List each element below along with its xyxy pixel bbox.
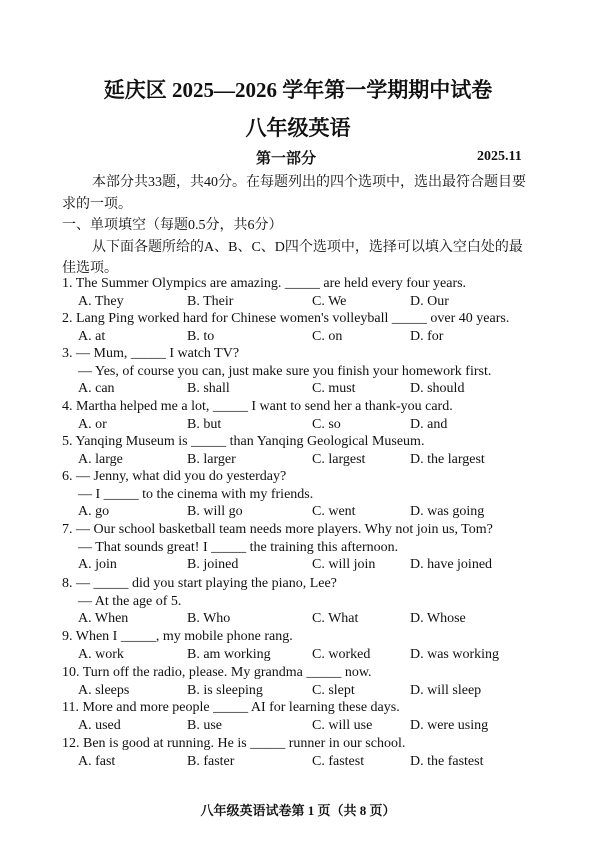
- question-5-options: [78, 452, 558, 470]
- question-3-line-2: — Yes, of course you can, just make sure you finish your homework first.: [78, 363, 492, 379]
- option-c[interactable]: C. largest: [312, 451, 366, 467]
- option-a[interactable]: A. work: [78, 646, 124, 662]
- question-10-options: [78, 683, 558, 701]
- option-d[interactable]: D. the fastest: [410, 753, 484, 769]
- option-b[interactable]: B. is sleeping: [187, 682, 263, 698]
- option-d[interactable]: D. were using: [410, 717, 489, 733]
- option-d[interactable]: D. Whose: [410, 611, 466, 626]
- question-3-line-1: 3. — Mum, _____ I watch TV?: [62, 346, 240, 361]
- option-b[interactable]: B. to: [187, 328, 215, 344]
- question-7-line-2: — That sounds great! I _____ the training this afternoon.: [78, 539, 399, 555]
- question-1-options: [78, 294, 558, 312]
- question-8-line-1: 8. — _____ did you start playing the piano, Lee?: [62, 576, 337, 591]
- option-c[interactable]: C. went: [312, 504, 356, 519]
- page-footer: 八年级英语试卷第 1 页（共 8 页）: [200, 803, 396, 818]
- option-a[interactable]: A. They: [78, 293, 124, 309]
- option-c[interactable]: C. will join: [312, 557, 376, 572]
- question-12-options: [78, 754, 558, 772]
- question-4-line-1: 4. Martha helped me a lot, _____ I want to send her a thank-you card.: [62, 399, 453, 414]
- option-d[interactable]: D. was working: [410, 646, 500, 662]
- question-5-line-1: 5. Yanqing Museum is _____ than Yanqing Geological Museum.: [62, 434, 425, 449]
- option-b[interactable]: B. Their: [187, 293, 234, 309]
- question-11-line-1: 11. More and more people _____ AI for learning these days.: [62, 700, 400, 715]
- question-10-line-1: 10. Turn off the radio, please. My grandma _____ now.: [62, 665, 372, 680]
- option-d[interactable]: D. and: [410, 416, 448, 432]
- exam-title: 延庆区 2025—2026 学年第一学期期中试卷: [103, 78, 493, 102]
- question-1-line-1: 1. The Summer Olympics are amazing. _____ are held every four years.: [62, 276, 467, 291]
- question-4-options: [78, 417, 558, 435]
- exam-subtitle: 八年级英语: [245, 116, 351, 140]
- option-b[interactable]: B. joined: [187, 557, 239, 572]
- option-a[interactable]: A. large: [78, 451, 123, 467]
- question-7-line-1: 7. — Our school basketball team needs more players. Why not join us, Tom?: [62, 522, 493, 537]
- option-a[interactable]: A. at: [78, 328, 106, 344]
- option-d[interactable]: D. for: [410, 328, 444, 344]
- option-b[interactable]: B. Who: [187, 611, 231, 626]
- intro-line-1: 本部分共33题，共40分。在每题列出的四个选项中，选出最符合题目要: [92, 175, 526, 190]
- option-a[interactable]: A. used: [78, 717, 121, 733]
- option-c[interactable]: C. We: [312, 293, 347, 309]
- option-a[interactable]: A. or: [78, 416, 107, 432]
- question-7-options: [78, 557, 558, 575]
- option-a[interactable]: A. sleeps: [78, 682, 130, 698]
- part-heading: 第一部分: [256, 151, 317, 167]
- option-b[interactable]: B. am working: [187, 646, 271, 662]
- option-a[interactable]: A. can: [78, 381, 115, 396]
- section-heading: 一、单项填空（每题0.5分，共6分）: [62, 218, 283, 233]
- option-c[interactable]: C. on: [312, 328, 343, 344]
- option-d[interactable]: D. will sleep: [410, 682, 482, 698]
- question-3-options: [78, 381, 558, 399]
- question-2-line-1: 2. Lang Ping worked hard for Chinese women's volleyball _____ over 40 years.: [62, 311, 510, 326]
- instruction-line-1: 从下面各题所给的A、B、C、D四个选项中，选择可以填入空白处的最: [92, 240, 523, 255]
- option-c[interactable]: C. will use: [312, 717, 373, 733]
- option-d[interactable]: D. should: [410, 381, 465, 396]
- question-11-options: [78, 718, 558, 736]
- option-b[interactable]: B. use: [187, 717, 222, 733]
- question-9-options: [78, 647, 558, 665]
- question-8-options: [78, 611, 558, 629]
- option-b[interactable]: B. shall: [187, 381, 230, 396]
- exam-date: 2025.11: [477, 149, 522, 164]
- option-b[interactable]: B. larger: [187, 451, 236, 467]
- question-8-line-2: — At the age of 5.: [78, 593, 182, 609]
- option-c[interactable]: C. must: [312, 381, 356, 396]
- option-c[interactable]: C. slept: [312, 682, 355, 698]
- option-a[interactable]: A. go: [78, 504, 110, 519]
- intro-line-2: 求的一项。: [62, 197, 132, 212]
- option-d[interactable]: D. Our: [410, 293, 449, 309]
- option-a[interactable]: A. join: [78, 557, 117, 572]
- option-a[interactable]: A. fast: [78, 753, 116, 769]
- question-6-line-1: 6. — Jenny, what did you do yesterday?: [62, 469, 287, 484]
- option-d[interactable]: D. have joined: [410, 557, 493, 572]
- option-c[interactable]: C. so: [312, 416, 341, 432]
- question-6-line-2: — I _____ to the cinema with my friends.: [78, 486, 314, 502]
- option-d[interactable]: D. the largest: [410, 451, 485, 467]
- option-b[interactable]: B. faster: [187, 753, 235, 769]
- question-6-options: [78, 504, 558, 522]
- option-b[interactable]: B. will go: [187, 504, 243, 519]
- option-b[interactable]: B. but: [187, 416, 222, 432]
- option-a[interactable]: A. When: [78, 611, 129, 626]
- option-c[interactable]: C. What: [312, 611, 359, 626]
- option-c[interactable]: C. worked: [312, 646, 371, 662]
- question-2-options: [78, 329, 558, 347]
- option-c[interactable]: C. fastest: [312, 753, 365, 769]
- question-9-line-1: 9. When I _____, my mobile phone rang.: [62, 629, 293, 644]
- option-d[interactable]: D. was going: [410, 504, 485, 519]
- instruction-line-2: 佳选项。: [62, 261, 118, 276]
- question-12-line-1: 12. Ben is good at running. He is _____ runner in our school.: [62, 736, 406, 751]
